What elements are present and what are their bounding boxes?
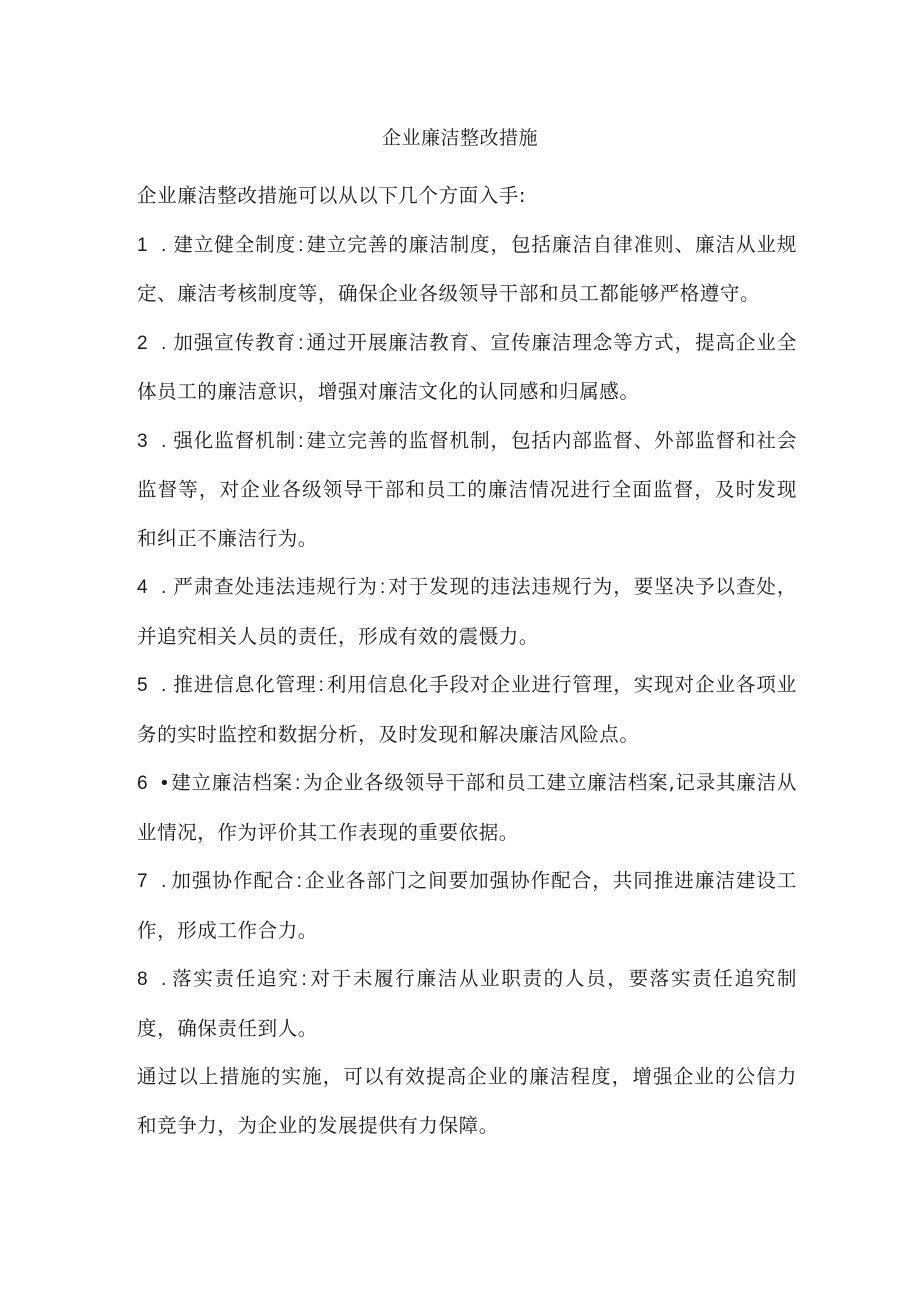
conclusion-paragraph: 通过以上措施的实施，可以有效提高企业的廉洁程度，增强企业的公信力和竞争力，为企业的发展提供有力保障。: [137, 1065, 797, 1137]
intro-paragraph: 企业廉洁整改措施可以从以下几个方面入手:: [137, 184, 527, 207]
item-heading: 强化监督机制: [173, 428, 297, 452]
item-text: 为企业各级领导干部和员工建立廉洁档案,记录其廉洁从业情况，作为评价其工作表现的重要依据。: [137, 771, 797, 844]
item-text: 建立完善的廉洁制度，包括廉洁自律准则、廉洁从业规定、廉洁考核制度等，确保企业各级领导干部和员工都能够严格遵守。: [137, 232, 797, 305]
item-separator: .: [161, 968, 168, 990]
list-item: 5 . 推进信息化管理 : 利用信息化手段对企业进行管理，实现对企业各项业务的实时监控和数据分析，及时发现和解决廉洁风险点。: [137, 661, 797, 759]
item-heading: 建立廉洁档案: [171, 771, 293, 794]
item-number: 6: [137, 773, 149, 794]
item-heading: 加强宣传教育: [173, 330, 297, 354]
item-number: 5: [137, 675, 149, 696]
document-body: [137, 172, 797, 1150]
item-separator: .: [161, 331, 168, 354]
item-text: 通过开展廉洁教育、宣传廉洁理念等方式，提高企业全体员工的廉洁意识，增强对廉洁文化的认同感和归属感。: [137, 330, 797, 403]
item-separator: •: [161, 772, 169, 794]
item-number: 1: [137, 234, 149, 256]
item-text: 对于未履行廉洁从业职责的人员，要落实责任追究制度，确保责任到人。: [137, 967, 797, 1040]
item-separator: .: [161, 576, 168, 598]
item-number: 3: [137, 430, 149, 452]
list-item: 8 . 落实责任追究 : 对于未履行廉洁从业职责的人员，要落实责任追究制度，确保责任到人。: [137, 955, 797, 1053]
item-separator: .: [161, 429, 168, 452]
list-item: 2 . 加强宣传教育 : 通过开展廉洁教育、宣传廉洁理念等方式，提高企业全体员工的廉洁意识，增强对廉洁文化的认同感和归属感。: [137, 319, 797, 417]
list-item: 4 . 严肃查处违法违规行为 : 对于发现的违法违规行为，要坚决予以查处，并追究相关人员的责任，形成有效的震慑力。: [137, 563, 797, 661]
item-number: 2: [137, 332, 149, 354]
list-item: 1 . 建立健全制度 : 建立完善的廉洁制度，包括廉洁自律准则、廉洁从业规定、廉洁考核制度等，确保企业各级领导干部和员工都能够严格遵守。: [137, 221, 797, 319]
item-number: 4: [137, 577, 149, 598]
list-item: 7 . 加强协作配合 : 企业各部门之间要加强协作配合，共同推进廉洁建设工作，形成工作合力。: [137, 857, 797, 955]
item-text: 企业各部门之间要加强协作配合，共同推进廉洁建设工作，形成工作合力。: [137, 869, 797, 942]
item-separator: .: [161, 233, 168, 256]
list-item: 3 . 强化监督机制 : 建立完善的监督机制，包括内部监督、外部监督和社会监督等，对企业各级领导干部和员工的廉洁情况进行全面监督，及时发现和纠正不廉洁行为。: [137, 417, 797, 564]
item-separator: .: [161, 870, 168, 892]
item-text: 对于发现的违法违规行为，要坚决予以查处，并追究相关人员的责任，形成有效的震慑力。: [137, 575, 797, 648]
item-text: 建立完善的监督机制，包括内部监督、外部监督和社会监督等，对企业各级领导干部和员工的廉洁情况进行全面监督，及时发现和纠正不廉洁行为。: [137, 428, 797, 550]
item-number: 7: [137, 871, 149, 892]
item-text: 利用信息化手段对企业进行管理，实现对企业各项业务的实时监控和数据分析，及时发现和解决廉洁风险点。: [137, 673, 797, 746]
list-item: 6 • 建立廉洁档案 : 为企业各级领导干部和员工建立廉洁档案,记录其廉洁从业情况，作为评价其工作表现的重要依据。: [137, 759, 797, 857]
item-heading: 严肃查处违法违规行为: [173, 575, 378, 598]
item-heading: 建立健全制度: [173, 232, 297, 256]
item-heading: 推进信息化管理: [173, 673, 317, 696]
item-heading: 落实责任追究: [171, 967, 300, 990]
item-number: 8: [137, 969, 149, 990]
item-separator: .: [161, 674, 168, 696]
document-title: 企业廉洁整改措施: [381, 127, 538, 149]
item-heading: 加强协作配合: [171, 869, 295, 892]
